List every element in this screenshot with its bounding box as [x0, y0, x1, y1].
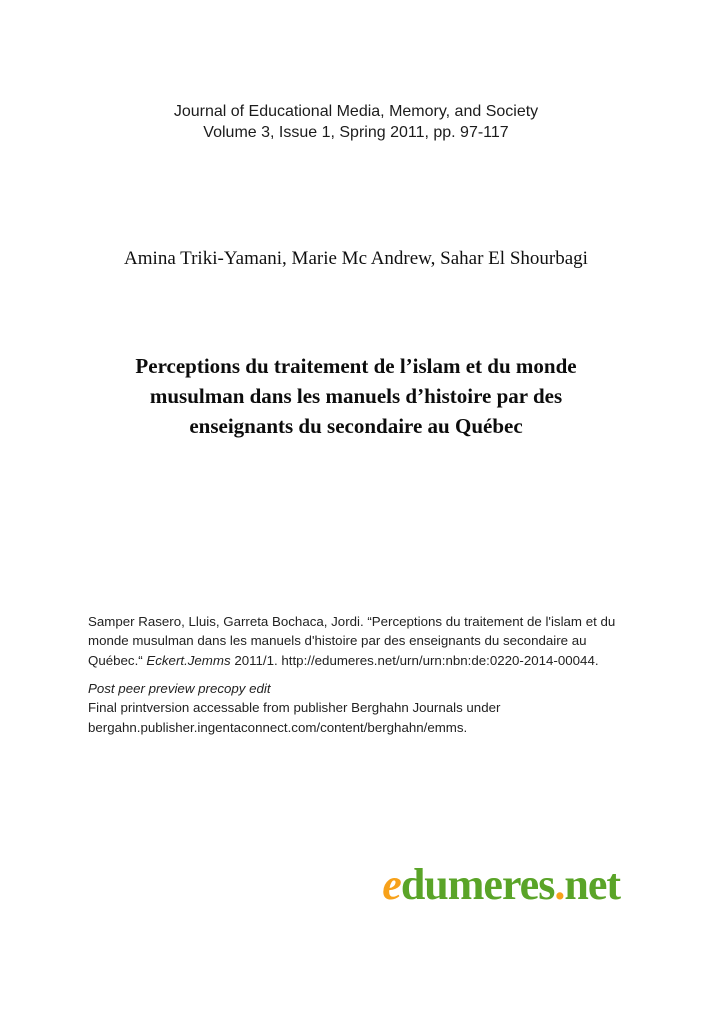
- citation-line3: [88, 651, 636, 670]
- paper-title: [88, 351, 624, 441]
- journal-name: Journal of Educational Media, Memory, and Society: [173, 103, 539, 120]
- citation-journal-name: Eckert.Jemms: [146, 652, 231, 668]
- edumeres-logo-dot: .: [554, 860, 565, 909]
- note-publisher-line: Final printversion accessable from publisher Berghahn Journals under: [88, 700, 501, 716]
- paper-title-line2: musulman dans les manuels d’histoire par des: [149, 384, 563, 408]
- citation-line3-post: 2011/1. http://edumeres.net/urn/urn:nbn:de:0220-2014-00044.: [230, 652, 599, 668]
- note-publisher-url: bergahn.publisher.ingentaconnect.com/content/berghahn/emms.: [88, 719, 468, 735]
- edumeres-logo-net: net: [564, 860, 620, 909]
- citation-line2: monde musulman dans les manuels d'histoire par des enseignants du secondaire au: [88, 633, 587, 649]
- citation-line3-pre: Québec.“: [88, 652, 147, 668]
- edumeres-logo-e: e: [382, 860, 401, 909]
- note-paragraph: [88, 679, 636, 737]
- paper-title-line1: Perceptions du traitement de l’islam et du monde: [135, 354, 577, 378]
- journal-header: [88, 101, 624, 143]
- citation-paragraph: [88, 612, 636, 670]
- paper-title-line3: enseignants du secondaire au Québec: [189, 414, 523, 438]
- journal-issue: Volume 3, Issue 1, Spring 2011, pp. 97-117: [203, 124, 509, 141]
- authors-line: Amina Triki-Yamani, Marie Mc Andrew, Sahar El Shourbagi: [124, 248, 588, 269]
- citation-line1: Samper Rasero, Lluis, Garreta Bochaca, Jordi. “Perceptions du traitement de l'islam et du: [88, 614, 616, 629]
- edumeres-logo-dumeres: dumeres: [400, 860, 555, 909]
- edumeres-logo: [382, 861, 620, 909]
- note-edit-status: Post peer preview precopy edit: [88, 681, 271, 696]
